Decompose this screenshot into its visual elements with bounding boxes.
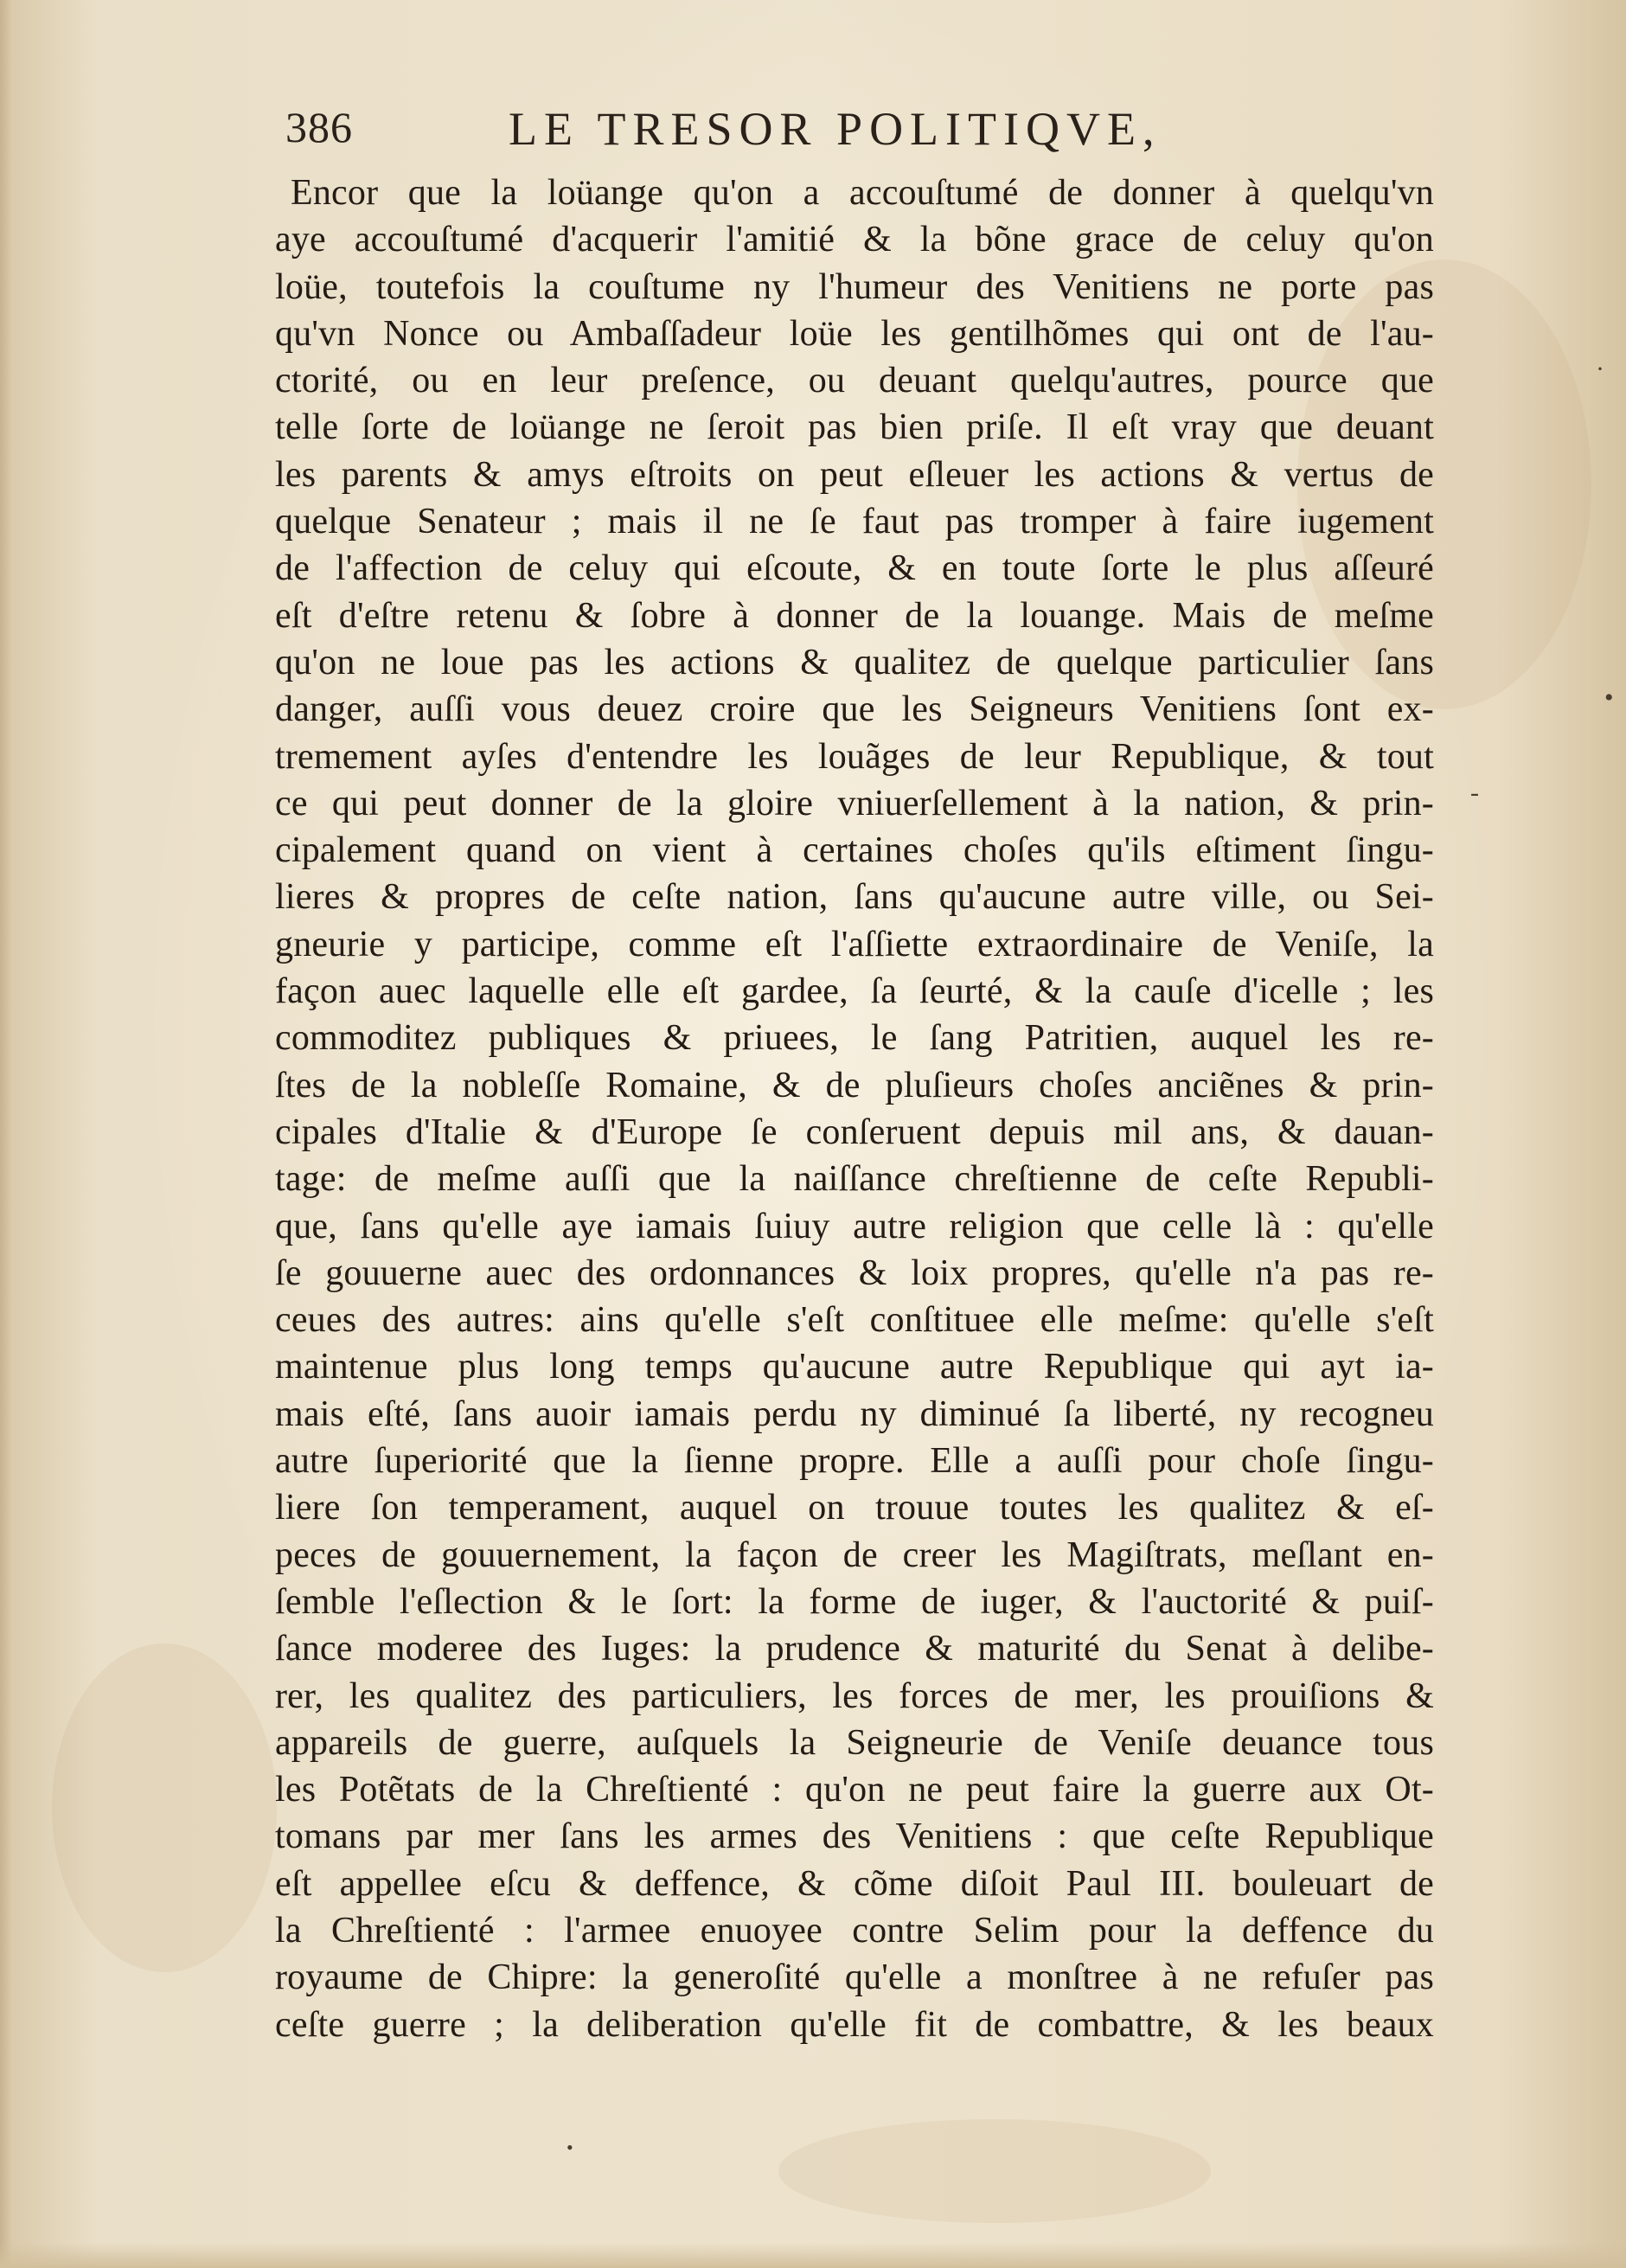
text-line: ce qui peut donner de la gloire vniuerſellement à la nation, & prin- — [275, 783, 1434, 823]
paper-stain — [52, 1643, 277, 1972]
text-line: ſtes de la nobleſſe Romaine, & de pluſieurs choſes anciẽnes & prin- — [275, 1065, 1434, 1105]
text-line: les Potẽtats de la Chreſtienté : qu'on ne peut faire la guerre aux Ot- — [275, 1770, 1434, 1810]
text-line: ſe gouuerne auec des ordonnances & loix propres, qu'elle n'a pas re- — [275, 1253, 1434, 1293]
text-line: eſt d'eſtre retenu & ſobre à donner de la louange. Mais de meſme — [275, 595, 1434, 636]
running-title: LE TRESOR POLITIQVE, — [509, 103, 1162, 155]
text-line: eſt appellee eſcu & deffence, & cõme diſoit Paul III. bouleuart de — [275, 1863, 1434, 1904]
text-line: qu'vn Nonce ou Ambaſſadeur loüe les gentilhõmes qui ont de l'au- — [275, 313, 1434, 354]
text-line: appareils de guerre, auſquels la Seigneurie de Veniſe deuance tous — [275, 1722, 1434, 1763]
page-bottom-edge-shadow — [0, 2242, 1626, 2268]
text-line: que, ſans qu'elle aye iamais ſuiuy autre religion que celle là : qu'elle — [275, 1206, 1434, 1246]
text-line: autre ſuperiorité que la ſienne propre. Elle a auſſi pour choſe ſingu- — [275, 1441, 1434, 1482]
margin-mark: - — [1470, 778, 1479, 807]
page-left-edge-shadow — [0, 0, 12, 2268]
text-line: quelque Senateur ; mais il ne ſe faut pas tromper à faire iugement — [275, 502, 1434, 542]
text-line: loüe, toutefois la couſtume ny l'humeur des Venitiens ne porte pas — [275, 266, 1434, 307]
text-line: danger, auſſi vous deuez croire que les Seigneurs Venitiens ſont ex- — [275, 689, 1434, 730]
text-line: tomans par mer ſans les armes des Venitiens : que ceſte Republique — [275, 1816, 1434, 1857]
text-line: tage: de meſme auſſi que la naiſſance chreſtienne de ceſte Republi- — [275, 1159, 1434, 1200]
text-line: royaume de Chipre: la generoſité qu'elle a monſtree à ne refuſer pas — [275, 1957, 1434, 1998]
text-line: Encor que la loüange qu'on a accouſtumé de donner à quelqu'vn — [291, 173, 1434, 213]
text-line: mais eſté, ſans auoir iamais perdu ny diminué ſa liberté, ny recogneu — [275, 1393, 1434, 1434]
text-line: ceſte guerre ; la deliberation qu'elle fit de combattre, & les beaux — [275, 2004, 1434, 2045]
paper-stain — [778, 2119, 1211, 2223]
margin-mark: • — [1604, 683, 1614, 712]
text-line: la Chreſtienté : l'armee enuoyee contre Selim pour la deffence du — [275, 1910, 1434, 1951]
text-line: ſance moderee des Iuges: la prudence & maturité du Senat à delibe- — [275, 1629, 1434, 1669]
margin-mark: • — [567, 2137, 573, 2158]
text-line: ceues des autres: ains qu'elle s'eſt conſtituee elle meſme: qu'elle s'eſt — [275, 1300, 1434, 1341]
text-line: façon auec laquelle elle eſt gardee, ſa ſeurté, & la cauſe d'icelle ; les — [275, 971, 1434, 1012]
margin-mark: · — [1596, 355, 1604, 383]
text-line: telle ſorte de loüange ne ſeroit pas bien priſe. Il eſt vray que deuant — [275, 407, 1434, 448]
text-line: tremement ayſes d'entendre les louãges de leur Republique, & tout — [275, 736, 1434, 777]
text-line: qu'on ne loue pas les actions & qualitez de quelque particulier ſans — [275, 642, 1434, 682]
text-line: les parents & amys eſtroits on peut eſleuer les actions & vertus de — [275, 454, 1434, 495]
page-number: 386 — [285, 103, 353, 151]
text-line: liere ſon temperament, auquel on trouue toutes les qualitez & eſ- — [275, 1488, 1434, 1528]
text-line: ſemble l'eſlection & le ſort: la forme de iuger, & l'auctorité & puiſ- — [275, 1581, 1434, 1622]
text-line: ctorité, ou en leur preſence, ou deuant quelqu'autres, pource que — [275, 361, 1434, 401]
page-header — [275, 102, 1451, 163]
text-line: lieres & propres de ceſte nation, ſans qu'aucune autre ville, ou Sei- — [275, 877, 1434, 918]
text-line: gneurie y participe, comme eſt l'aſſiette extraordinaire de Veniſe, la — [275, 924, 1434, 964]
text-line: cipalement quand on vient à certaines choſes qu'ils eſtiment ſingu- — [275, 830, 1434, 871]
text-line: de l'affection de celuy qui eſcoute, & en toute ſorte le plus aſſeuré — [275, 548, 1434, 589]
text-line: peces de gouuernement, la façon de creer les Magiſtrats, meſlant en- — [275, 1534, 1434, 1575]
text-line: maintenue plus long temps qu'aucune autre Republique qui ayt ia- — [275, 1347, 1434, 1387]
text-line: commoditez publiques & priuees, le ſang Patritien, auquel les re- — [275, 1018, 1434, 1059]
text-line: aye accouſtumé d'acquerir l'amitié & la bõne grace de celuy qu'on — [275, 220, 1434, 260]
body-text — [275, 170, 1434, 2048]
text-line: rer, les qualitez des particuliers, les forces de mer, les prouiſions & — [275, 1675, 1434, 1716]
text-line: cipales d'Italie & d'Europe ſe conſeruent depuis mil ans, & dauan- — [275, 1112, 1434, 1152]
